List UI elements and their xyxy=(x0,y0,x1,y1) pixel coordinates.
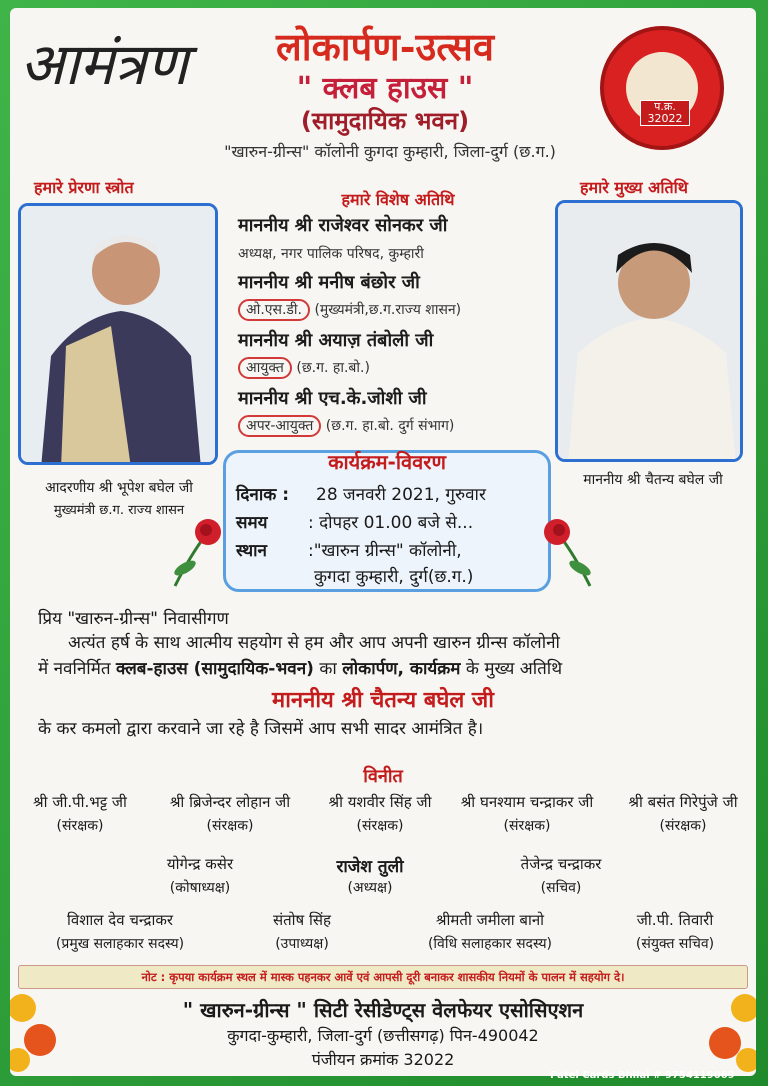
chief-guest-portrait xyxy=(555,200,743,462)
date-label: दिनाक : xyxy=(236,485,290,505)
role-prefix: आयुक्त xyxy=(238,357,292,379)
special-guest-name-3: माननीय श्री अयाज़ तंबोली जी xyxy=(238,330,434,351)
member-name: योगेन्द्र कसेर xyxy=(166,855,234,873)
member-role: (संरक्षक) xyxy=(659,818,707,834)
member-name: श्री घनश्याम चन्द्राकर जी xyxy=(460,793,594,811)
member-name: श्री ब्रिजेन्दर लोहान जी xyxy=(169,793,291,811)
special-guest-role-3 xyxy=(238,358,558,377)
role-text: (छ.ग. हा.बो.) xyxy=(296,360,370,376)
role-prefix: अपर-आयुक्त xyxy=(238,415,321,437)
member-role: (कोषाध्यक्ष) xyxy=(169,880,231,896)
member-name: जी.पी. तिवारी xyxy=(636,911,714,929)
message-text: का xyxy=(313,659,343,679)
role-text: (छ.ग. हा.बो. दुर्ग संभाग) xyxy=(325,418,455,434)
inspiration-portrait xyxy=(18,203,218,465)
message-line-2 xyxy=(38,656,748,679)
seal-line1: प.क्र. xyxy=(654,100,676,113)
chief-guest-heading: हमारे मुख्य अतिथि xyxy=(580,178,688,197)
amantran-title: आमंत्रण xyxy=(20,30,188,98)
subtitle: (सामुदायिक भवन) xyxy=(300,107,470,135)
message-text: के मुख्य अतिथि xyxy=(460,659,563,679)
venue-value: :"खारुन ग्रीन्स" कॉलोनी, xyxy=(308,541,462,561)
special-guest-name-2: माननीय श्री मनीष बंछोर जी xyxy=(238,272,420,293)
venue-value-2: कुगदा कुम्हारी, दुर्ग(छ.ग.) xyxy=(314,567,474,587)
person-portrait-icon xyxy=(558,203,743,462)
rose-icon xyxy=(160,516,230,590)
chief-guest-highlight: माननीय श्री चैतन्य बघेल जी xyxy=(272,688,494,713)
vinit-heading: विनीत xyxy=(363,766,403,787)
registration-number: पंजीयन क्रमांक 32022 xyxy=(311,1050,455,1069)
role-text: (मुख्यमंत्री,छ.ग.राज्य शासन) xyxy=(314,302,462,318)
program-heading: कार्यक्रम-विवरण xyxy=(328,450,446,474)
member-role: (संयुक्त सचिव) xyxy=(635,936,715,952)
association-address: कुगदा-कुम्हारी, जिला-दुर्ग (छत्तीसगढ़) पिन-490042 xyxy=(227,1026,539,1045)
special-guest-role-1: अध्यक्ष, नगर पालिक परिषद, कुम्हारी xyxy=(238,246,424,262)
member-name: राजेश तुली xyxy=(336,857,404,877)
message-emphasis: क्लब-हाउस (सामुदायिक-भवन) xyxy=(115,659,314,679)
member-role: (विधि सलाहकार सदस्य) xyxy=(427,936,553,952)
message-line-3: के कर कमलो द्वारा करवाने जा रहे है जिसमें आप सभी सादर आमंत्रित है। xyxy=(38,719,484,739)
special-guest-name-1: माननीय श्री राजेश्वर सोनकर जी xyxy=(238,215,448,236)
invitation-card xyxy=(10,8,756,1076)
special-guest-role-2 xyxy=(238,300,558,319)
member-name: श्री बसंत गिरेपुंजे जी xyxy=(628,793,738,811)
member-name: श्रीमती जमीला बानो xyxy=(435,911,545,929)
role-prefix: ओ.एस.डी. xyxy=(238,299,310,321)
chief-guest-name: माननीय श्री चैतन्य बघेल जी xyxy=(583,472,723,488)
special-guest-name-4: माननीय श्री एच.के.जोशी जी xyxy=(238,388,427,409)
member-role: (उपाध्यक्ष) xyxy=(275,936,329,952)
salutation: प्रिय "खारुन-ग्रीन्स" निवासीगण xyxy=(38,609,229,629)
member-role: (अध्यक्ष) xyxy=(347,880,393,896)
venue-label: स्थान xyxy=(236,541,267,561)
inspiration-heading: हमारे प्रेरणा स्त्रोत xyxy=(34,178,134,197)
event-title: लोकार्पण-उत्सव xyxy=(276,24,494,69)
member-name: विशाल देव चन्द्राकर xyxy=(67,911,173,929)
club-title: " क्लब हाउस " xyxy=(296,71,474,106)
time-value: : दोपहर 01.00 बजे से... xyxy=(308,513,474,533)
association-name: " खारुन-ग्रीन्स " सिटी रेसीडेण्ट्स वेलफेयर एसोसिएशन xyxy=(182,998,584,1022)
member-name: संतोष सिंह xyxy=(272,911,331,929)
printer-credit: Patel Cards Bhilai # 9754119069 xyxy=(550,1070,735,1081)
member-role: (प्रमुख सलाहकार सदस्य) xyxy=(55,936,185,952)
person-portrait-icon xyxy=(21,206,218,465)
special-guests-heading: हमारे विशेष अतिथि xyxy=(341,190,455,209)
message-line-1: अत्यंत हर्ष के साथ आत्मीय सहयोग से हम और आप अपनी खारुन ग्रीन्स कॉलोनी xyxy=(68,633,560,653)
seal-line2: 32022 xyxy=(647,112,683,125)
rose-icon xyxy=(535,516,605,590)
colony-address: "खारुन-ग्रीन्स" कॉलोनी कुगदा कुम्हारी, जिला-दुर्ग (छ.ग.) xyxy=(224,142,556,161)
member-name: श्री जी.पी.भट्ट जी xyxy=(33,793,127,811)
registration-seal xyxy=(600,26,724,150)
member-role: (संरक्षक) xyxy=(503,818,551,834)
special-guest-role-4 xyxy=(238,416,558,435)
inspiration-name: आदरणीय श्री भूपेश बघेल जी xyxy=(45,480,193,496)
seal-label xyxy=(640,100,690,126)
member-name: श्री यशवीर सिंह जी xyxy=(328,793,432,811)
member-name: तेजेन्द्र चन्द्राकर xyxy=(520,855,602,873)
member-role: (संरक्षक) xyxy=(356,818,404,834)
member-role: (सचिव) xyxy=(540,880,582,896)
covid-note: नोट : कृपया कार्यक्रम स्थल में मास्क पहनकर आवें एवं आपसी दूरी बनाकर शासकीय नियमों के पालन में सहयोग दे। xyxy=(18,965,748,989)
message-text: में नवनिर्मित xyxy=(38,659,116,679)
time-label: समय xyxy=(236,513,268,533)
date-value: 28 जनवरी 2021, गुरुवार xyxy=(316,485,486,505)
inspiration-role: मुख्यमंत्री छ.ग. राज्य शासन xyxy=(53,503,185,518)
message-emphasis: लोकार्पण, कार्यक्रम xyxy=(342,659,461,679)
member-role: (संरक्षक) xyxy=(206,818,254,834)
member-role: (संरक्षक) xyxy=(56,818,104,834)
